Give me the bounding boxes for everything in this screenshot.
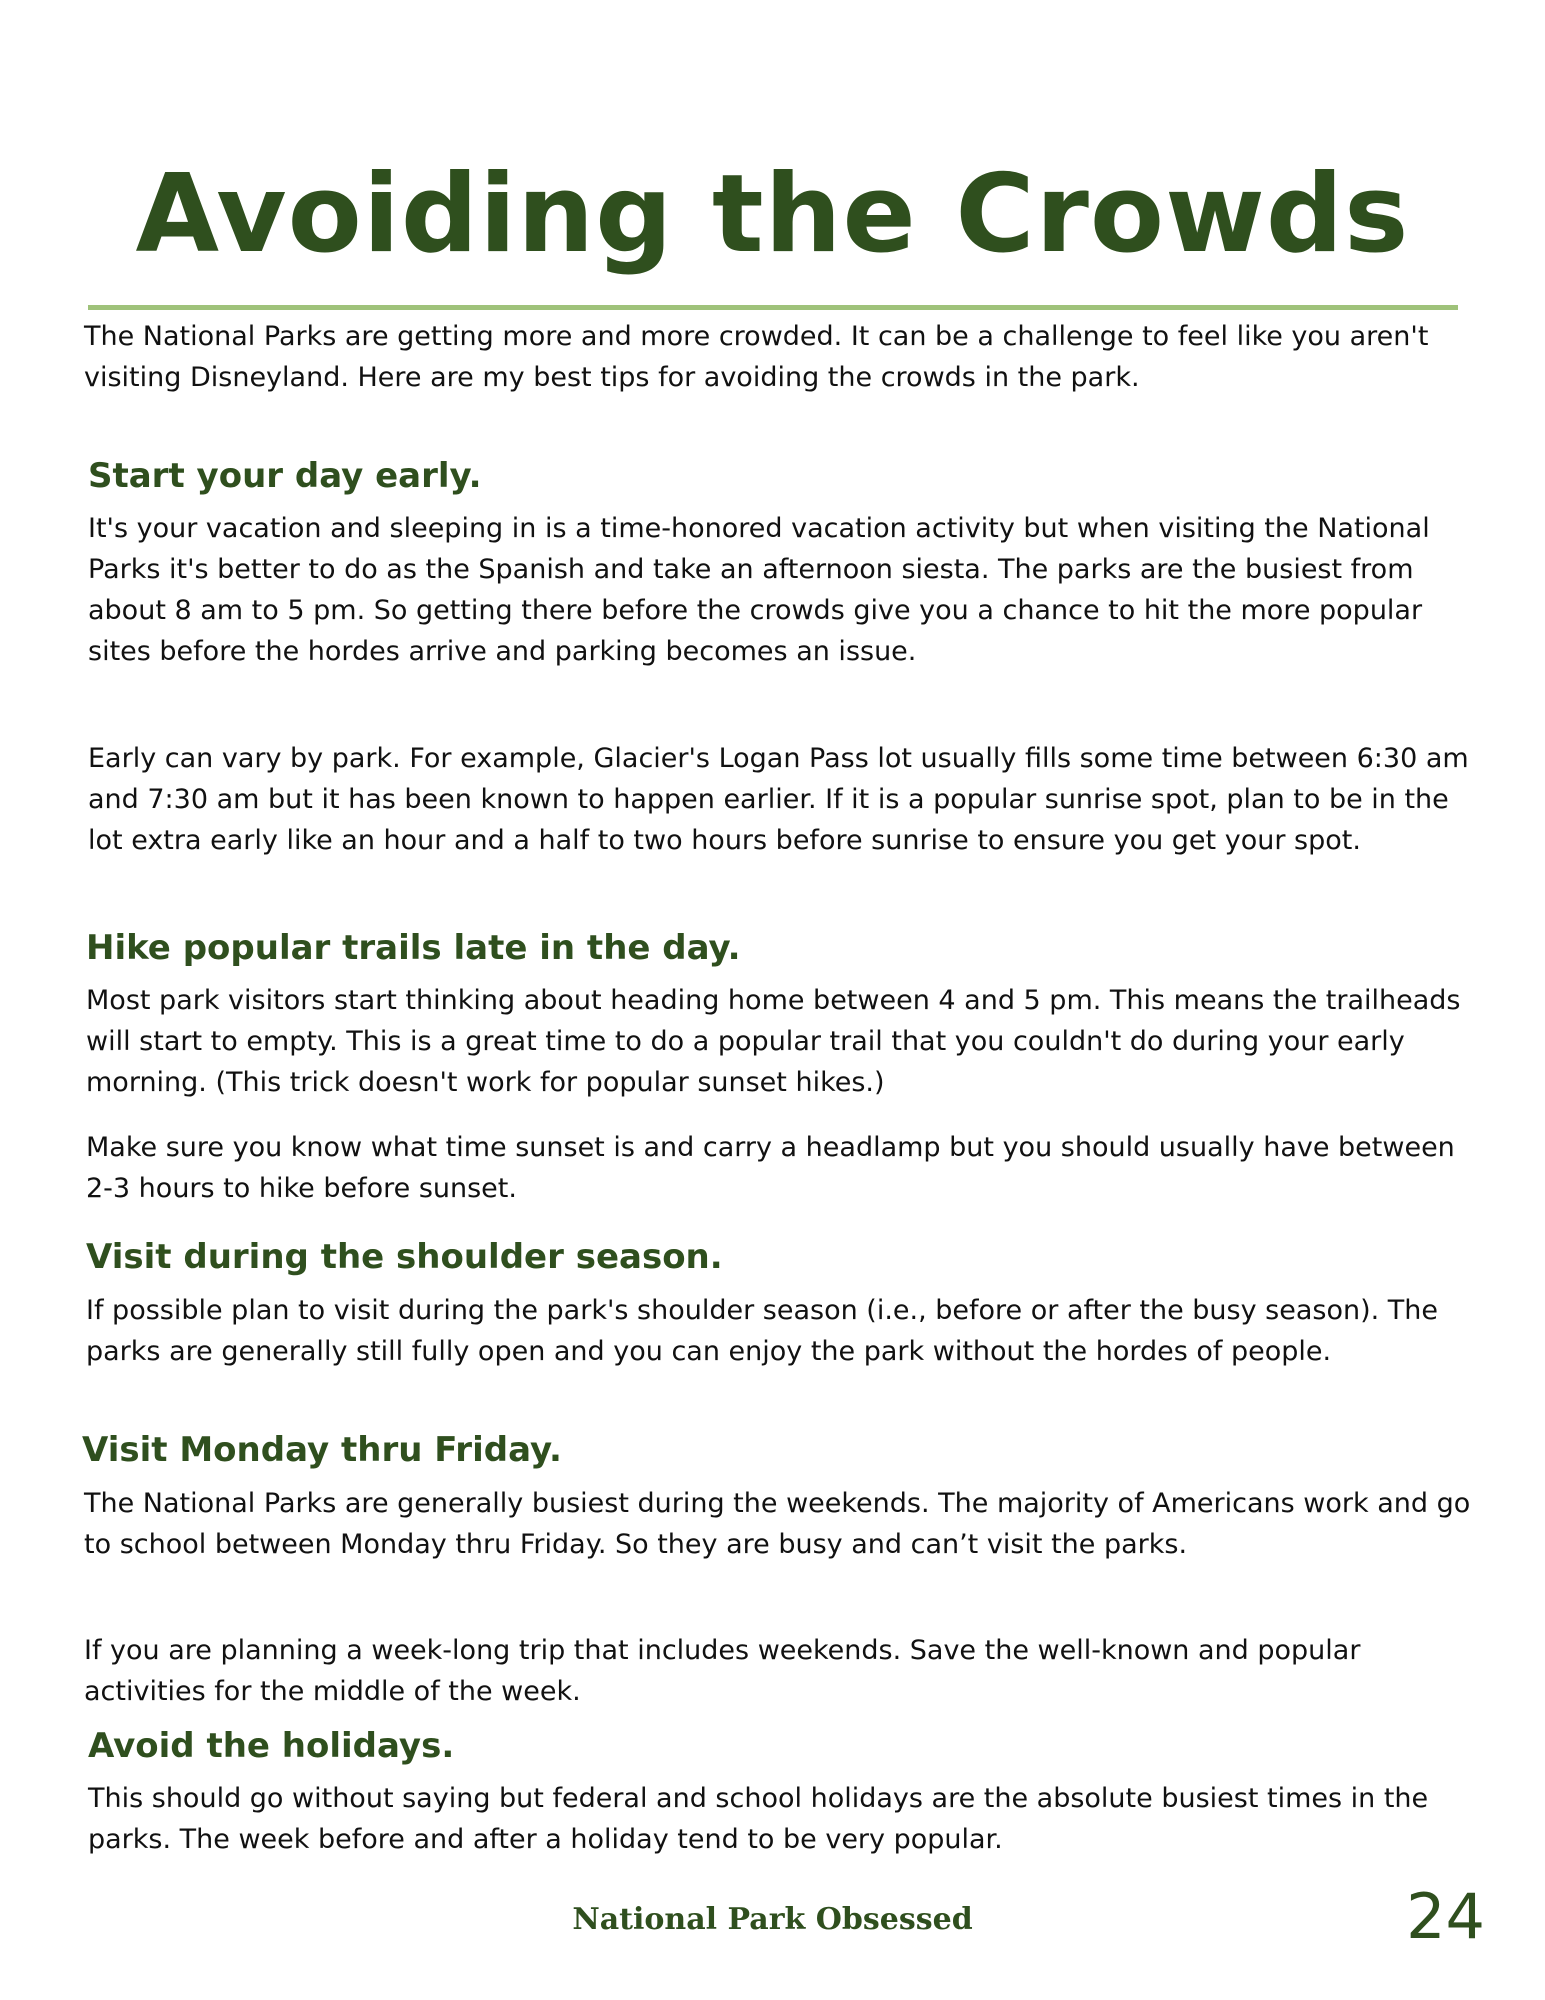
section-shoulder-season-body	[86, 1290, 1476, 1372]
page-title: Avoiding the Crowds	[135, 152, 1410, 277]
section-paragraph: Make sure you know what time sunset is and carry a headlamp but you should usually have between 2-3 hours to hike before sunset.	[86, 1132, 1455, 1204]
intro-paragraph: The National Parks are getting more and more crowded. It can be a challenge to feel like you aren't visiting Disneyland. Here are my best tips for avoiding the crowds in the park.	[84, 321, 1429, 393]
section-weekdays-body	[84, 1483, 1474, 1565]
intro-block	[84, 316, 1474, 398]
section-holidays	[88, 1724, 1478, 1768]
section-start-early-body	[88, 508, 1478, 672]
section-shoulder-season	[86, 1235, 1476, 1279]
section-paragraph: If you are planning a week-long trip that includes weekends. Save the well-known and popular activities for the middle of the week.	[84, 1635, 1361, 1707]
section-paragraph: Early can vary by park. For example, Glacier's Logan Pass lot usually fills some time between 6:30 am and 7:30 am but it has been known to happen earlier. If it is a popular sunrise spot, plan to be in the lot extra early like an hour and a half to two hours before sunrise to ensure you get your spot.	[88, 743, 1469, 856]
title-divider	[88, 305, 1458, 310]
footer-brand: National Park Obsessed	[572, 1902, 973, 1937]
section-heading: Hike popular trails late in the day.	[86, 928, 741, 968]
section-holidays-body	[88, 1778, 1478, 1860]
section-hike-late-body	[86, 980, 1476, 1103]
section-paragraph: The National Parks are generally busiest during the weekends. The majority of Americans work and go to school between Monday thru Friday. So they are busy and can’t visit the parks.	[84, 1488, 1471, 1560]
section-heading: Start your day early.	[88, 456, 482, 496]
section-paragraph: It's your vacation and sleeping in is a time-honored vacation activity but when visiting the National Parks it's better to do as the Spanish and take an afternoon siesta. The parks are the busiest from about 8 am to 5 pm. So getting there before the crowds give you a chance to hit the more popular sites before the hordes arrive and parking becomes an issue.	[88, 513, 1430, 667]
section-paragraph: This should go without saying but federal and school holidays are the absolute busiest times in the parks. The week before and after a holiday tend to be very popular.	[88, 1783, 1429, 1855]
section-start-early	[88, 454, 1478, 498]
section-heading: Avoid the holidays.	[88, 1726, 455, 1766]
section-weekdays-body-2	[84, 1630, 1474, 1712]
section-hike-late-body-2	[86, 1127, 1476, 1209]
section-start-early-body-2	[88, 738, 1478, 861]
section-hike-late	[86, 926, 1476, 970]
page-number: 24	[1406, 1880, 1485, 1953]
section-weekdays	[82, 1428, 1472, 1472]
section-paragraph: Most park visitors start thinking about heading home between 4 and 5 pm. This means the trailheads will start to empty. This is a great time to do a popular trail that you couldn't do during your early morning. (This trick doesn't work for popular sunset hikes.)	[86, 985, 1461, 1098]
section-paragraph: If possible plan to visit during the park's shoulder season (i.e., before or after the busy season). The parks are generally still fully open and you can enjoy the park without the hordes of people.	[86, 1295, 1439, 1367]
section-heading: Visit Monday thru Friday.	[82, 1430, 562, 1470]
section-heading: Visit during the shoulder season.	[86, 1237, 723, 1277]
